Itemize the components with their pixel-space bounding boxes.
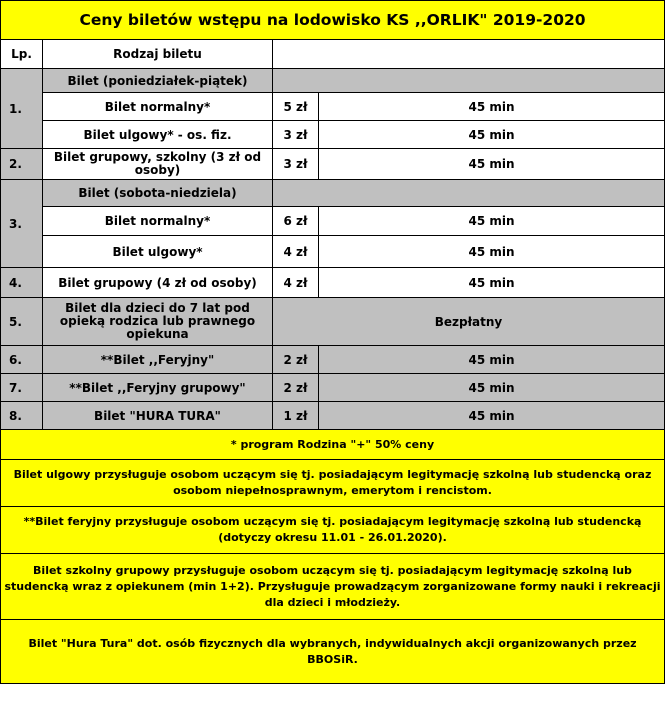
ticket-price: 4 zł — [273, 236, 319, 268]
ticket-price: 4 zł — [273, 268, 319, 298]
ticket-time: 45 min — [319, 93, 665, 121]
ticket-name: **Bilet ,,Feryjny" — [43, 346, 273, 374]
ticket-time: 45 min — [319, 402, 665, 430]
note-hura-tura: Bilet "Hura Tura" dot. osób fizycznych dla wybranych, indywidualnych akcji organizowanych przez BBOSiR. — [1, 620, 665, 684]
table-row — [1, 149, 665, 180]
ticket-time: 45 min — [319, 374, 665, 402]
table-row — [1, 121, 665, 149]
weekend-header: Bilet (sobota-niedziela) — [43, 180, 273, 207]
ticket-name: Bilet normalny* — [43, 207, 273, 236]
ticket-price: 1 zł — [273, 402, 319, 430]
weekday-header-row — [1, 69, 665, 93]
weekend-header-filler — [273, 180, 665, 207]
ticket-free: Bezpłatny — [273, 298, 665, 346]
note-row — [1, 554, 665, 620]
ticket-name: Bilet normalny* — [43, 93, 273, 121]
row-lp-5: 5. — [1, 298, 43, 346]
ticket-time: 45 min — [319, 149, 665, 180]
ticket-name: Bilet grupowy (4 zł od osoby) — [43, 268, 273, 298]
ticket-name: Bilet "HURA TURA" — [43, 402, 273, 430]
row-lp-3: 3. — [1, 180, 43, 268]
header-row — [1, 40, 665, 69]
ticket-name: Bilet dla dzieci do 7 lat pod opieką rodzica lub prawnego opiekuna — [43, 298, 273, 346]
note-row — [1, 620, 665, 684]
table-row — [1, 236, 665, 268]
note-feryjny: **Bilet feryjny przysługuje osobom uczącym się tj. posiadającym legitymację szkolną lub studencką (dotyczy okresu 11.01 - 26.01.2020). — [1, 507, 665, 554]
row-lp-8: 8. — [1, 402, 43, 430]
table-row — [1, 93, 665, 121]
note-row — [1, 460, 665, 507]
ticket-time: 45 min — [319, 268, 665, 298]
table-title: Ceny biletów wstępu na lodowisko KS ,,ORLIK" 2019-2020 — [1, 1, 665, 40]
table-row — [1, 346, 665, 374]
row-lp-6: 6. — [1, 346, 43, 374]
ticket-name: Bilet ulgowy* - os. fiz. — [43, 121, 273, 149]
header-lp: Lp. — [1, 40, 43, 69]
ticket-time: 45 min — [319, 207, 665, 236]
note-row — [1, 507, 665, 554]
ticket-price: 3 zł — [273, 121, 319, 149]
ticket-price: 6 zł — [273, 207, 319, 236]
ticket-time: 45 min — [319, 236, 665, 268]
ticket-price: 3 zł — [273, 149, 319, 180]
ticket-time: 45 min — [319, 346, 665, 374]
title-row — [1, 1, 665, 40]
table-row — [1, 402, 665, 430]
note-rodzina: * program Rodzina "+" 50% ceny — [1, 430, 665, 460]
ticket-price: 2 zł — [273, 374, 319, 402]
table-row — [1, 298, 665, 346]
ticket-name: Bilet ulgowy* — [43, 236, 273, 268]
note-ulgowy: Bilet ulgowy przysługuje osobom uczącym się tj. posiadającym legitymację szkolną lub studencką oraz osobom niepełnosprawnym, emerytom i rencistom. — [1, 460, 665, 507]
row-lp-7: 7. — [1, 374, 43, 402]
note-row — [1, 430, 665, 460]
weekday-header-filler — [273, 69, 665, 93]
weekday-header: Bilet (poniedziałek-piątek) — [43, 69, 273, 93]
weekend-header-row — [1, 180, 665, 207]
ticket-price: 2 zł — [273, 346, 319, 374]
header-empty — [273, 40, 665, 69]
note-szkolny: Bilet szkolny grupowy przysługuje osobom uczącym się tj. posiadającym legitymację szkolną lub studencką wraz z opiekunem (min 1+2). Przysługuje prowadzącym zorganizowane formy nauki i rekreacji dla dzieci i młodzieży. — [1, 554, 665, 620]
ticket-name: **Bilet ,,Feryjny grupowy" — [43, 374, 273, 402]
table-row — [1, 207, 665, 236]
row-lp-1: 1. — [1, 69, 43, 149]
row-lp-2: 2. — [1, 149, 43, 180]
row-lp-4: 4. — [1, 268, 43, 298]
ticket-price: 5 zł — [273, 93, 319, 121]
table-row — [1, 374, 665, 402]
ticket-name: Bilet grupowy, szkolny (3 zł od osoby) — [43, 149, 273, 180]
header-type: Rodzaj biletu — [43, 40, 273, 69]
table-row — [1, 268, 665, 298]
ticket-time: 45 min — [319, 121, 665, 149]
